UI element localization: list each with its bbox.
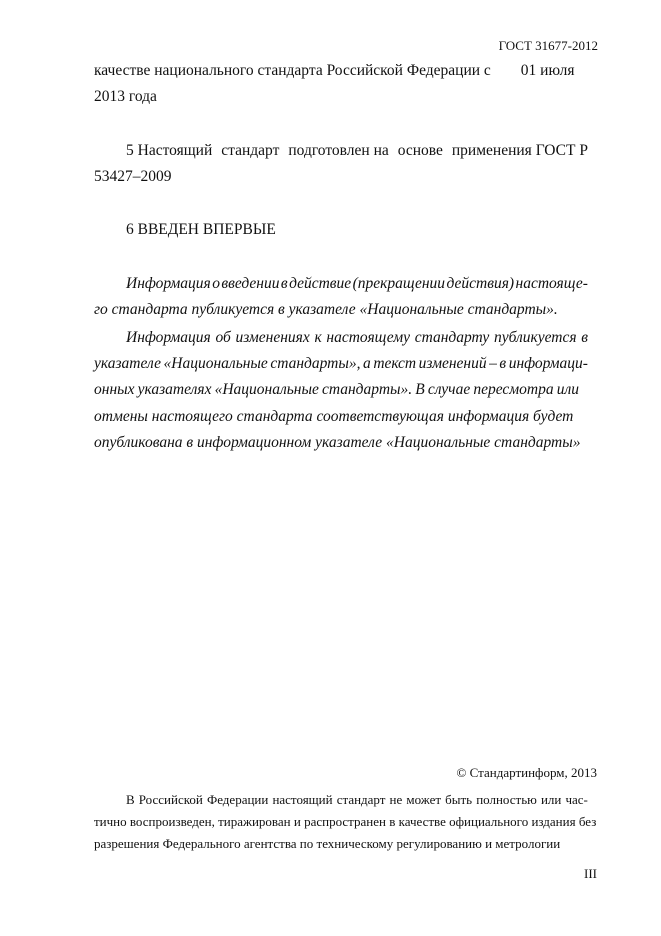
item5-line-2: 53427–2009 (94, 168, 172, 185)
word: стандарт (336, 792, 386, 807)
word: В (126, 792, 135, 807)
word: пересмотра (473, 381, 554, 398)
info-p1-line-1 (126, 275, 588, 293)
notice-line-3: разрешения Федерального агентства по техническому регулированию и метрологии (94, 836, 561, 851)
word: настояще- (515, 275, 588, 292)
word: в (581, 329, 588, 346)
word: стандарт (221, 142, 280, 159)
page-number: III (584, 866, 597, 881)
info-p2-line-4: отмены настоящего стандарта соответствующая информация будет (94, 408, 574, 425)
document-code: ГОСТ 31677-2012 (498, 38, 598, 53)
word: случае (427, 381, 471, 398)
word: «Национальные (214, 381, 319, 398)
word: 5 Настоящий (126, 142, 213, 159)
info-p1-line-2: го стандарта публикуется в указателе «Национальные стандарты». (94, 301, 558, 318)
info-p2-line-3 (94, 381, 579, 399)
notice-line-2: тично воспроизведен, тиражирован и распространен в качестве официального издания без (94, 814, 597, 829)
intro-line-1-text: качестве национального стандарта Российской Федерации с (94, 62, 491, 79)
word: Информация (126, 329, 211, 346)
item5-line-1 (126, 142, 588, 160)
word: в (280, 275, 288, 292)
word: стандарту (414, 329, 490, 346)
copyright-notice: © Стандартинформ, 2013 (456, 765, 597, 780)
word: указателе (94, 355, 162, 372)
word: полностью (476, 792, 537, 807)
notice-line-1 (94, 792, 588, 808)
word: – (489, 355, 497, 372)
word: информаци- (508, 355, 588, 372)
word: стандарты». (321, 381, 413, 398)
word: настоящему (326, 329, 411, 346)
intro-line-1 (94, 62, 575, 80)
word: к (314, 329, 322, 346)
info-p2-line-5: опубликована в информационном указателе «Национальные стандарты» (94, 434, 581, 451)
word: или (556, 381, 579, 398)
word: не (389, 792, 403, 807)
word: «Национальные (163, 355, 268, 372)
word: действие (289, 275, 352, 292)
word: В (415, 381, 425, 398)
word: публикуется (493, 329, 577, 346)
word: текст (373, 355, 417, 372)
word: Федерации (206, 792, 269, 807)
item6-heading: 6 ВВЕДЕН ВПЕРВЫЕ (126, 221, 276, 238)
word: а (363, 355, 371, 372)
info-p2-line-1 (126, 329, 588, 347)
info-p2-line-2 (94, 355, 588, 373)
intro-date: 01 июля (520, 62, 575, 79)
word: быть (445, 792, 473, 807)
word: введении (221, 275, 280, 292)
word: применения ГОСТ Р (451, 142, 588, 159)
word: онных (94, 381, 135, 398)
word: указателях (137, 381, 212, 398)
word: изменений (418, 355, 487, 372)
word: в (499, 355, 507, 372)
word: или (540, 792, 562, 807)
word: подготовлен на (288, 142, 389, 159)
word: изменениях (235, 329, 310, 346)
word: действия) (446, 275, 515, 292)
word: Российской (138, 792, 203, 807)
word: основе (397, 142, 443, 159)
word: час- (565, 792, 588, 807)
word: может (406, 792, 442, 807)
word: (прекращении (352, 275, 446, 292)
word: стандарты», (270, 355, 361, 372)
word: об (215, 329, 231, 346)
word: настоящий (272, 792, 333, 807)
word: Информация (126, 275, 211, 292)
intro-line-2: 2013 года (94, 88, 157, 105)
word: о (212, 275, 220, 292)
